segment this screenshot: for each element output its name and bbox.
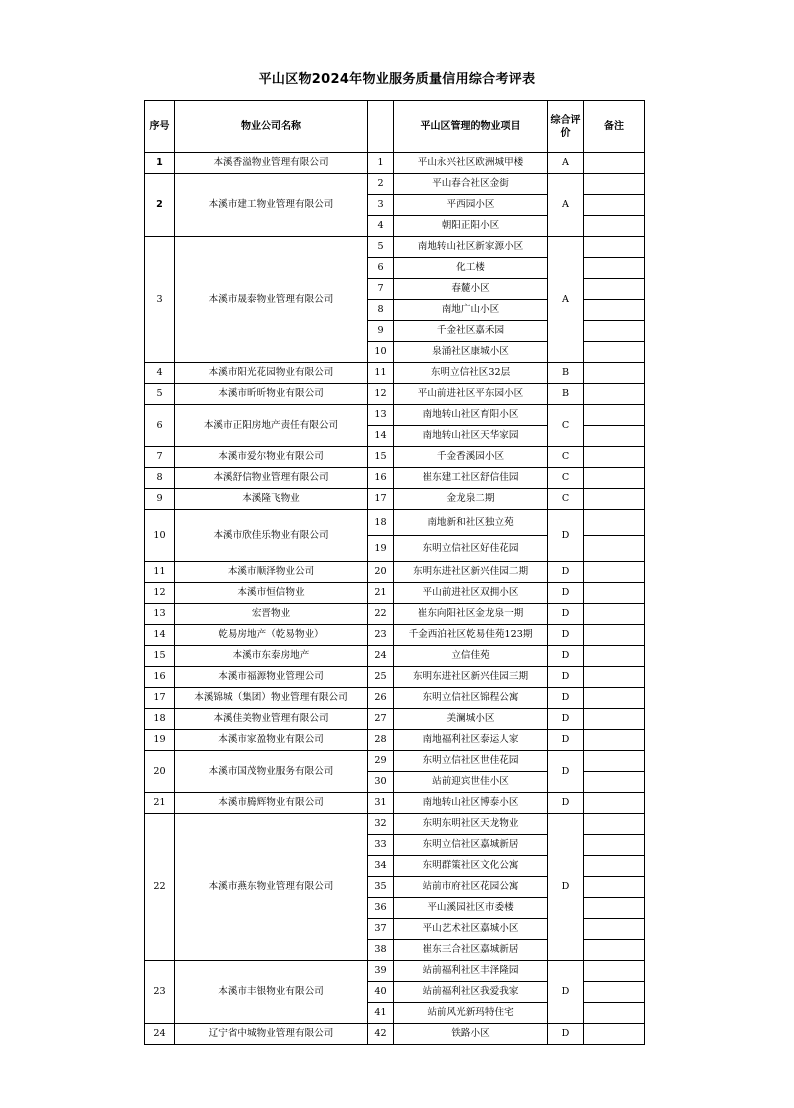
company-name-cell: 本溪市恒信物业 <box>175 583 368 604</box>
company-name-cell: 辽宁省中城物业管理有限公司 <box>175 1024 368 1045</box>
project-name-cell: 平山前进社区双拥小区 <box>394 583 548 604</box>
project-name-cell: 千金西泊社区乾易佳苑123期 <box>394 625 548 646</box>
table-row <box>145 562 645 583</box>
project-name-cell: 崔东向阳社区金龙泉一期 <box>394 604 548 625</box>
project-no-cell: 2 <box>368 174 394 195</box>
seq-cell: 5 <box>145 384 175 405</box>
table-row <box>145 793 645 814</box>
project-name-cell: 立信佳苑 <box>394 646 548 667</box>
company-name-cell: 本溪市昕昕物业有限公司 <box>175 384 368 405</box>
remark-cell <box>584 625 645 646</box>
project-name-cell: 泉涌社区康城小区 <box>394 342 548 363</box>
project-name-cell: 平山前进社区平东园小区 <box>394 384 548 405</box>
remark-cell <box>584 174 645 195</box>
seq-cell: 7 <box>145 447 175 468</box>
remark-cell <box>584 384 645 405</box>
project-name-cell: 东明立信社区32层 <box>394 363 548 384</box>
table-row <box>145 489 645 510</box>
table-row <box>145 510 645 536</box>
remark-cell <box>584 536 645 562</box>
company-name-cell: 本溪市欣佳乐物业有限公司 <box>175 510 368 562</box>
table-row <box>145 447 645 468</box>
remark-cell <box>584 489 645 510</box>
project-name-cell: 朝阳正阳小区 <box>394 216 548 237</box>
table-row <box>145 384 645 405</box>
project-name-cell: 站前市府社区花园公寓 <box>394 877 548 898</box>
rating-cell: C <box>548 447 584 468</box>
project-name-cell: 平山溪园社区市委楼 <box>394 898 548 919</box>
project-no-cell: 30 <box>368 772 394 793</box>
project-no-cell: 12 <box>368 384 394 405</box>
remark-cell <box>584 195 645 216</box>
company-name-cell: 本溪市腾辉物业有限公司 <box>175 793 368 814</box>
company-name-cell: 本溪市燕东物业管理有限公司 <box>175 814 368 961</box>
project-no-cell: 3 <box>368 195 394 216</box>
remark-cell <box>584 426 645 447</box>
rating-cell: D <box>548 709 584 730</box>
seq-cell: 3 <box>145 237 175 363</box>
project-name-cell: 东明立信社区好佳花园 <box>394 536 548 562</box>
remark-cell <box>584 772 645 793</box>
table-row <box>145 667 645 688</box>
project-no-cell: 37 <box>368 919 394 940</box>
remark-cell <box>584 688 645 709</box>
project-name-cell: 站前迎宾世佳小区 <box>394 772 548 793</box>
rating-cell: C <box>548 405 584 447</box>
seq-cell: 10 <box>145 510 175 562</box>
project-name-cell: 平山艺术社区嘉城小区 <box>394 919 548 940</box>
company-name-cell: 本溪市爱尔物业有限公司 <box>175 447 368 468</box>
remark-cell <box>584 940 645 961</box>
project-no-cell: 38 <box>368 940 394 961</box>
project-name-cell: 千金香溪园小区 <box>394 447 548 468</box>
project-name-cell: 站前福利社区我爱我家 <box>394 982 548 1003</box>
project-no-cell: 16 <box>368 468 394 489</box>
project-name-cell: 东明东进社区新兴佳园三期 <box>394 667 548 688</box>
rating-cell: B <box>548 363 584 384</box>
seq-cell: 1 <box>145 153 175 174</box>
project-no-cell: 7 <box>368 279 394 300</box>
project-no-cell: 23 <box>368 625 394 646</box>
seq-cell: 4 <box>145 363 175 384</box>
project-name-cell: 南地福利社区泰运人家 <box>394 730 548 751</box>
remark-cell <box>584 1024 645 1045</box>
seq-cell: 12 <box>145 583 175 604</box>
table-row <box>145 405 645 426</box>
company-name-cell: 本溪市建工物业管理有限公司 <box>175 174 368 237</box>
table-row <box>145 468 645 489</box>
table-row <box>145 583 645 604</box>
remark-cell <box>584 814 645 835</box>
project-name-cell: 崔东三合社区嘉城新居 <box>394 940 548 961</box>
rating-cell: D <box>548 688 584 709</box>
project-name-cell: 东明立信社区嘉城新居 <box>394 835 548 856</box>
project-no-cell: 41 <box>368 1003 394 1024</box>
table-row <box>145 730 645 751</box>
header-project-no <box>368 101 394 153</box>
project-no-cell: 10 <box>368 342 394 363</box>
project-no-cell: 1 <box>368 153 394 174</box>
company-name-cell: 本溪隆飞物业 <box>175 489 368 510</box>
table-row <box>145 174 645 195</box>
remark-cell <box>584 709 645 730</box>
seq-cell: 8 <box>145 468 175 489</box>
header-project: 平山区管理的物业项目 <box>394 101 548 153</box>
project-name-cell: 春麓小区 <box>394 279 548 300</box>
header-rating: 综合评价 <box>548 101 584 153</box>
company-name-cell: 本溪市福源物业管理公司 <box>175 667 368 688</box>
project-no-cell: 14 <box>368 426 394 447</box>
rating-cell: D <box>548 814 584 961</box>
project-no-cell: 5 <box>368 237 394 258</box>
table-row <box>145 625 645 646</box>
table-row <box>145 709 645 730</box>
project-no-cell: 17 <box>368 489 394 510</box>
remark-cell <box>584 1003 645 1024</box>
seq-cell: 21 <box>145 793 175 814</box>
project-name-cell: 东明立信社区锦程公寓 <box>394 688 548 709</box>
table-row <box>145 961 645 982</box>
rating-cell: C <box>548 468 584 489</box>
project-no-cell: 9 <box>368 321 394 342</box>
seq-cell: 23 <box>145 961 175 1024</box>
remark-cell <box>584 835 645 856</box>
company-name-cell: 本溪市家盈物业有限公司 <box>175 730 368 751</box>
remark-cell <box>584 856 645 877</box>
rating-cell: D <box>548 1024 584 1045</box>
remark-cell <box>584 363 645 384</box>
rating-cell: C <box>548 489 584 510</box>
project-no-cell: 26 <box>368 688 394 709</box>
project-no-cell: 11 <box>368 363 394 384</box>
remark-cell <box>584 321 645 342</box>
project-no-cell: 40 <box>368 982 394 1003</box>
remark-cell <box>584 667 645 688</box>
table-row <box>145 751 645 772</box>
project-no-cell: 25 <box>368 667 394 688</box>
rating-cell: D <box>548 646 584 667</box>
company-name-cell: 乾易房地产（乾易物业） <box>175 625 368 646</box>
table-row <box>145 1024 645 1045</box>
rating-cell: D <box>548 667 584 688</box>
remark-cell <box>584 279 645 300</box>
project-no-cell: 39 <box>368 961 394 982</box>
project-no-cell: 19 <box>368 536 394 562</box>
rating-cell: D <box>548 961 584 1024</box>
rating-cell: D <box>548 625 584 646</box>
project-name-cell: 站前风光新玛特住宅 <box>394 1003 548 1024</box>
project-name-cell: 东明立信社区世佳花园 <box>394 751 548 772</box>
seq-cell: 2 <box>145 174 175 237</box>
table-body <box>145 153 645 1045</box>
project-name-cell: 东明东进社区新兴佳园二期 <box>394 562 548 583</box>
seq-cell: 16 <box>145 667 175 688</box>
project-no-cell: 36 <box>368 898 394 919</box>
project-name-cell: 东明东明社区天龙物业 <box>394 814 548 835</box>
seq-cell: 24 <box>145 1024 175 1045</box>
rating-cell: A <box>548 174 584 237</box>
project-name-cell: 崔东建工社区舒信佳园 <box>394 468 548 489</box>
remark-cell <box>584 468 645 489</box>
project-name-cell: 南地新和社区独立苑 <box>394 510 548 536</box>
project-name-cell: 南地转山社区新家源小区 <box>394 237 548 258</box>
project-name-cell: 美澜城小区 <box>394 709 548 730</box>
header-remark: 备注 <box>584 101 645 153</box>
company-name-cell: 本溪舒信物业管理有限公司 <box>175 468 368 489</box>
seq-cell: 13 <box>145 604 175 625</box>
project-no-cell: 18 <box>368 510 394 536</box>
project-name-cell: 平山永兴社区欧洲城甲楼 <box>394 153 548 174</box>
remark-cell <box>584 982 645 1003</box>
project-no-cell: 24 <box>368 646 394 667</box>
company-name-cell: 本溪市阳光花园物业有限公司 <box>175 363 368 384</box>
rating-cell: D <box>548 793 584 814</box>
table-row <box>145 688 645 709</box>
remark-cell <box>584 258 645 279</box>
seq-cell: 20 <box>145 751 175 793</box>
rating-cell: A <box>548 237 584 363</box>
table-row <box>145 363 645 384</box>
project-no-cell: 4 <box>368 216 394 237</box>
seq-cell: 17 <box>145 688 175 709</box>
seq-cell: 22 <box>145 814 175 961</box>
table-row <box>145 814 645 835</box>
seq-cell: 15 <box>145 646 175 667</box>
remark-cell <box>584 447 645 468</box>
project-no-cell: 28 <box>368 730 394 751</box>
remark-cell <box>584 898 645 919</box>
rating-cell: D <box>548 562 584 583</box>
company-name-cell: 本溪锦城（集团）物业管理有限公司 <box>175 688 368 709</box>
project-no-cell: 15 <box>368 447 394 468</box>
remark-cell <box>584 216 645 237</box>
rating-cell: D <box>548 583 584 604</box>
project-no-cell: 31 <box>368 793 394 814</box>
company-name-cell: 本溪香溢物业管理有限公司 <box>175 153 368 174</box>
header-seq: 序号 <box>145 101 175 153</box>
project-name-cell: 站前福利社区丰泽隆园 <box>394 961 548 982</box>
company-name-cell: 本溪市顺泽物业公司 <box>175 562 368 583</box>
company-name-cell: 本溪市丰银物业有限公司 <box>175 961 368 1024</box>
table-row <box>145 646 645 667</box>
remark-cell <box>584 793 645 814</box>
project-name-cell: 南地广山小区 <box>394 300 548 321</box>
remark-cell <box>584 153 645 174</box>
project-name-cell: 千金社区嘉禾园 <box>394 321 548 342</box>
rating-cell: D <box>548 510 584 562</box>
remark-cell <box>584 646 645 667</box>
project-name-cell: 南地转山社区育阳小区 <box>394 405 548 426</box>
rating-cell: B <box>548 384 584 405</box>
company-name-cell: 本溪佳美物业管理有限公司 <box>175 709 368 730</box>
seq-cell: 18 <box>145 709 175 730</box>
table-row <box>145 604 645 625</box>
project-name-cell: 南地转山社区天华家园 <box>394 426 548 447</box>
company-name-cell: 本溪市晟泰物业管理有限公司 <box>175 237 368 363</box>
project-no-cell: 8 <box>368 300 394 321</box>
table-row <box>145 237 645 258</box>
project-name-cell: 南地转山社区博泰小区 <box>394 793 548 814</box>
remark-cell <box>584 237 645 258</box>
project-no-cell: 6 <box>368 258 394 279</box>
remark-cell <box>584 510 645 536</box>
project-name-cell: 平西园小区 <box>394 195 548 216</box>
project-no-cell: 42 <box>368 1024 394 1045</box>
company-name-cell: 本溪市正阳房地产责任有限公司 <box>175 405 368 447</box>
remark-cell <box>584 405 645 426</box>
seq-cell: 9 <box>145 489 175 510</box>
evaluation-table <box>144 100 645 1045</box>
rating-cell: D <box>548 730 584 751</box>
company-name-cell: 宏晋物业 <box>175 604 368 625</box>
project-no-cell: 29 <box>368 751 394 772</box>
remark-cell <box>584 751 645 772</box>
project-no-cell: 32 <box>368 814 394 835</box>
project-name-cell: 东明群策社区文化公寓 <box>394 856 548 877</box>
seq-cell: 19 <box>145 730 175 751</box>
project-no-cell: 27 <box>368 709 394 730</box>
company-name-cell: 本溪市东泰房地产 <box>175 646 368 667</box>
remark-cell <box>584 730 645 751</box>
project-name-cell: 铁路小区 <box>394 1024 548 1045</box>
project-no-cell: 34 <box>368 856 394 877</box>
remark-cell <box>584 342 645 363</box>
project-no-cell: 13 <box>368 405 394 426</box>
remark-cell <box>584 562 645 583</box>
company-name-cell: 本溪市国茂物业服务有限公司 <box>175 751 368 793</box>
project-no-cell: 35 <box>368 877 394 898</box>
remark-cell <box>584 583 645 604</box>
project-name-cell: 化工楼 <box>394 258 548 279</box>
project-no-cell: 21 <box>368 583 394 604</box>
seq-cell: 6 <box>145 405 175 447</box>
table-header-row <box>145 101 645 153</box>
project-no-cell: 22 <box>368 604 394 625</box>
remark-cell <box>584 300 645 321</box>
seq-cell: 11 <box>145 562 175 583</box>
seq-cell: 14 <box>145 625 175 646</box>
remark-cell <box>584 919 645 940</box>
rating-cell: D <box>548 604 584 625</box>
header-company: 物业公司名称 <box>175 101 368 153</box>
project-no-cell: 33 <box>368 835 394 856</box>
project-name-cell: 平山春合社区金街 <box>394 174 548 195</box>
remark-cell <box>584 961 645 982</box>
remark-cell <box>584 604 645 625</box>
table-row <box>145 153 645 174</box>
remark-cell <box>584 877 645 898</box>
project-name-cell: 金龙泉二期 <box>394 489 548 510</box>
rating-cell: A <box>548 153 584 174</box>
rating-cell: D <box>548 751 584 793</box>
project-no-cell: 20 <box>368 562 394 583</box>
page-title: 平山区物2024年物业服务质量信用综合考评表 <box>258 72 536 87</box>
